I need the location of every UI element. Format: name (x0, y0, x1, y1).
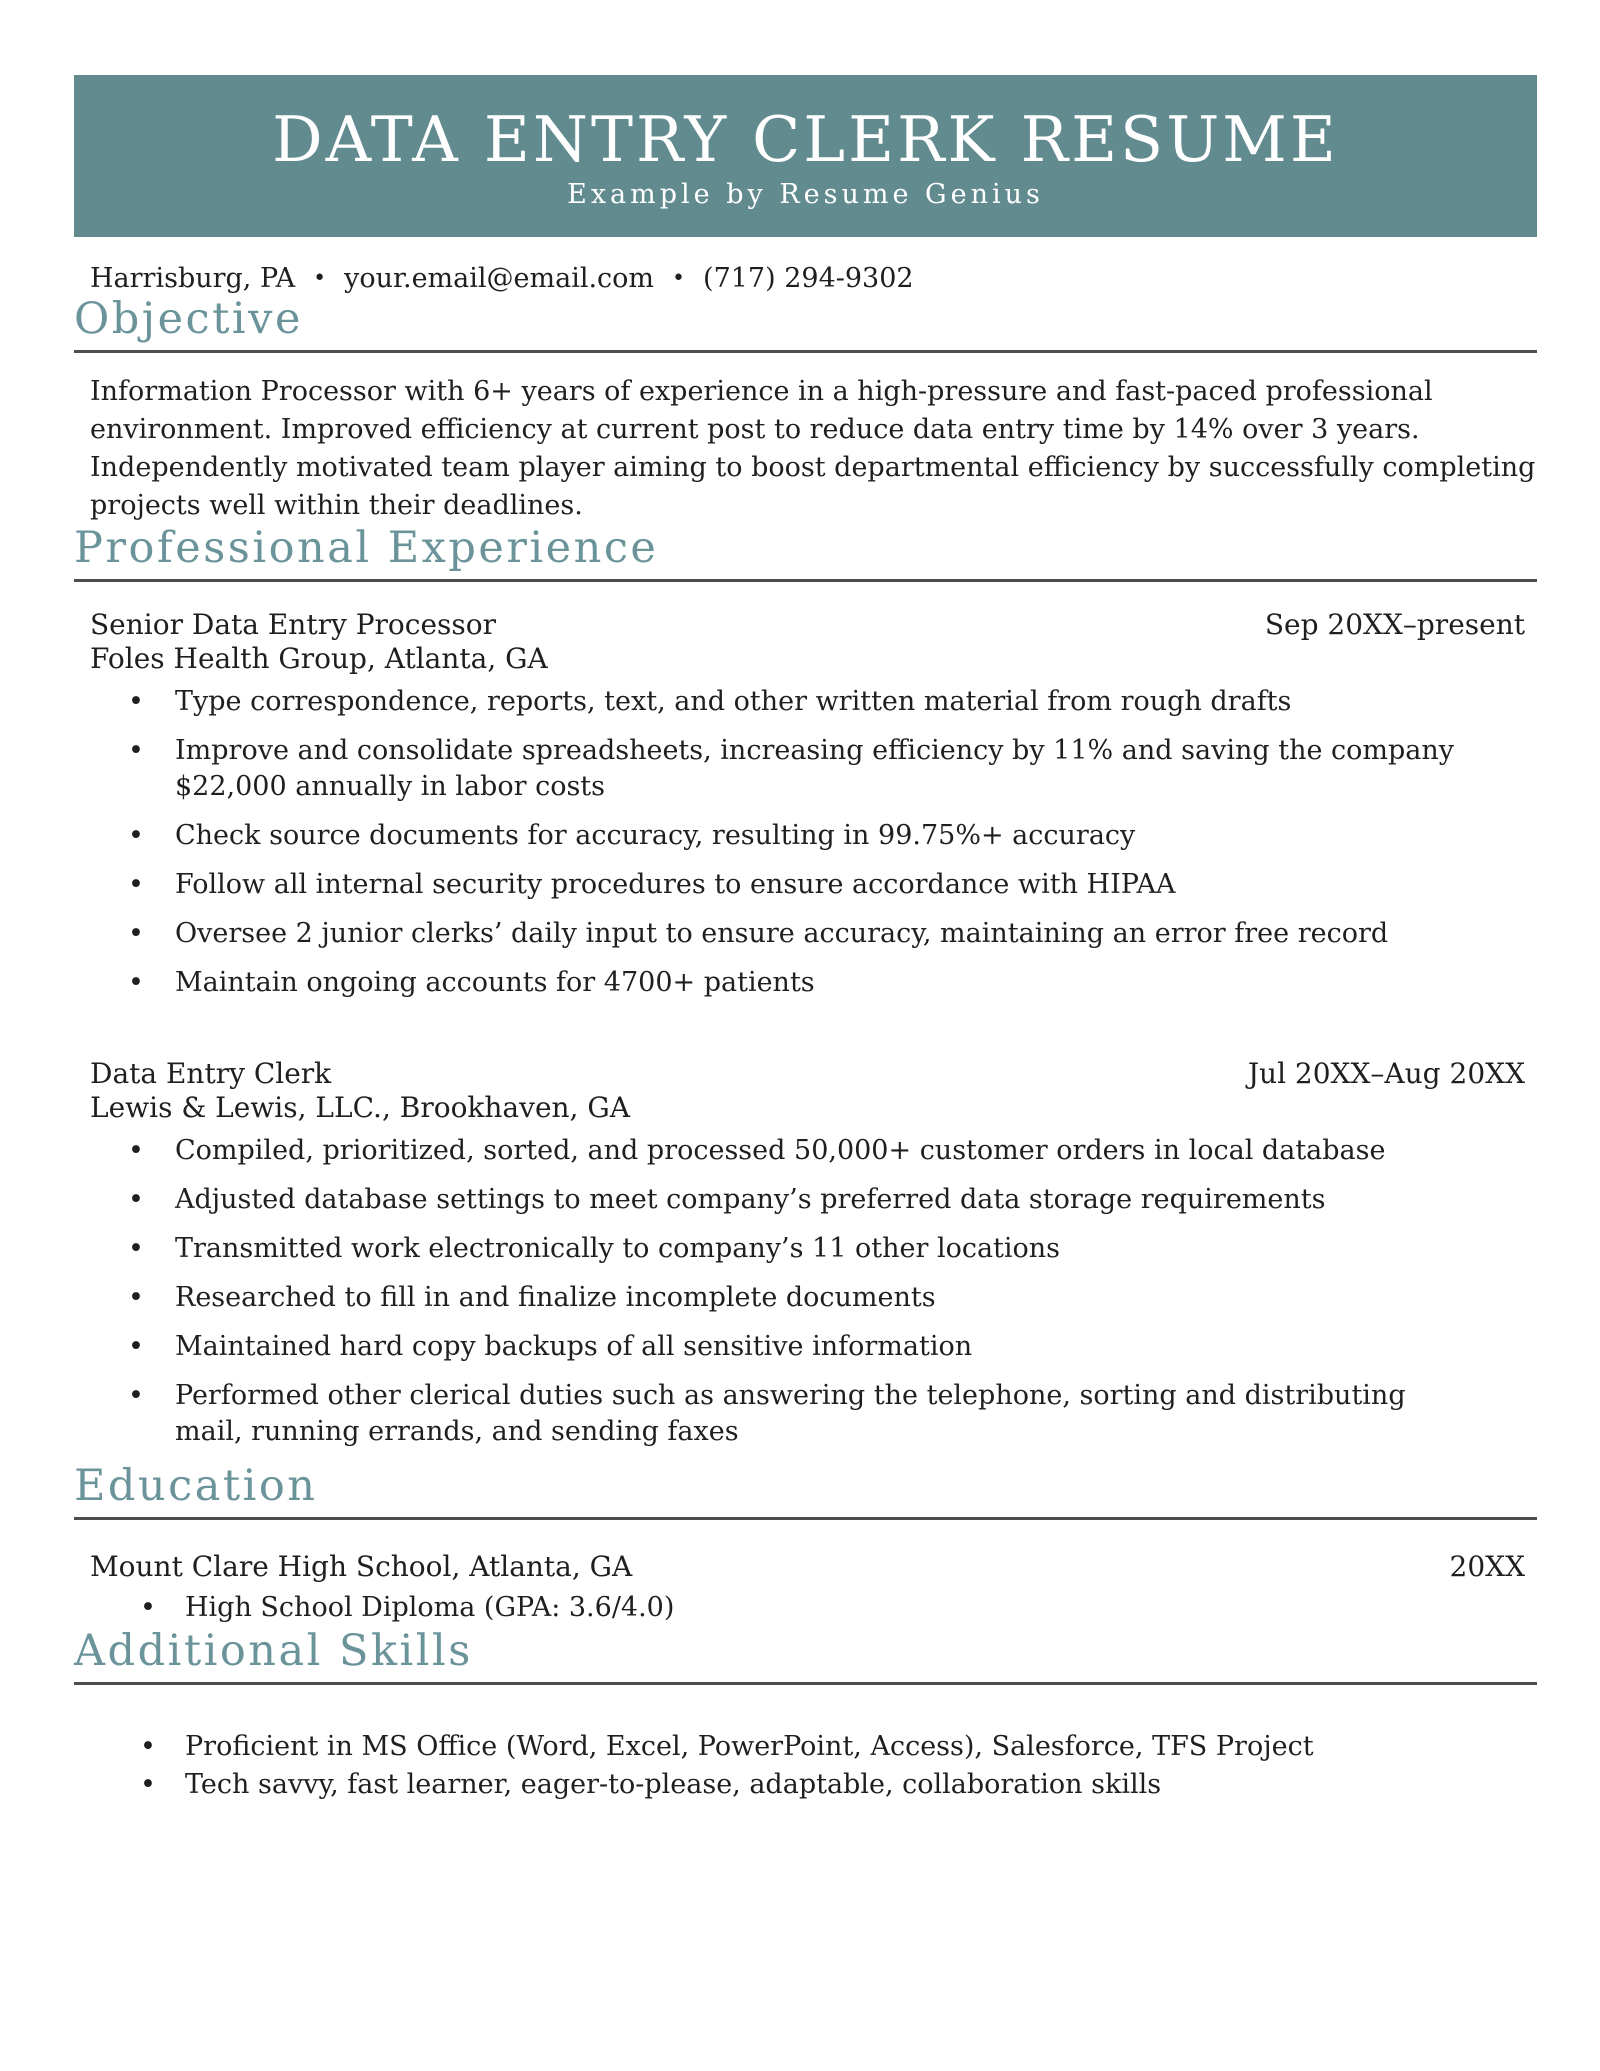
bullet-item: • Performed other clerical duties such as answering the telephone, sorting and distributing mail, running errands, and sending faxes (128, 1378, 1465, 1450)
section-education (74, 1463, 1537, 1626)
bullet-item: • Type correspondence, reports, text, and other written material from rough drafts (128, 684, 1465, 720)
bullet-item: • Maintained hard copy backups of all sensitive information (128, 1329, 1465, 1365)
section-skills (74, 1628, 1537, 1803)
job-2-header-row (90, 1057, 1537, 1091)
title-banner (74, 75, 1537, 237)
resume-subtitle: Example by Resume Genius (567, 179, 1044, 210)
bullet-item: • Proficient in MS Office (Word, Excel, PowerPoint, Access), Salesforce, TFS Project (140, 1729, 1475, 1765)
bullet-item: • Check source documents for accuracy, resulting in 99.75%+ accuracy (128, 818, 1465, 854)
bullet-item: • Adjusted database settings to meet company’s preferred data storage requirements (128, 1182, 1465, 1218)
skills-heading: Additional Skills (74, 1628, 1537, 1685)
education-heading: Education (74, 1463, 1537, 1520)
job-1-bullet-list (128, 684, 1537, 1001)
contact-phone: (717) 294-9302 (703, 263, 914, 294)
job-entry-1 (74, 608, 1537, 1001)
job-1-company: Foles Health Group, Atlanta, GA (90, 642, 548, 675)
job-2-title: Data Entry Clerk (90, 1057, 332, 1090)
education-bullet-list (140, 1590, 1537, 1626)
section-experience (74, 525, 1537, 1450)
bullet-item: • Transmitted work electronically to company’s 11 other locations (128, 1231, 1465, 1267)
objective-text: Information Processor with 6+ years of experience in a high-pressure and fast-paced professional environment. Improved efficiency at current post to reduce data entry time by 14% over 3 years. Independently motivated team player aiming to boost departmental efficiency by successfully completing projects well within their deadlines. (90, 376, 1536, 521)
job-entry-2 (74, 1057, 1537, 1450)
job-1-title: Senior Data Entry Processor (90, 608, 497, 641)
bullet-item: • Tech savvy, fast learner, eager-to-please, adaptable, collaboration skills (140, 1767, 1475, 1803)
job-2-company: Lewis & Lewis, LLC., Brookhaven, GA (90, 1091, 630, 1124)
experience-heading: Professional Experience (74, 525, 1537, 582)
education-school-row (90, 1550, 1537, 1584)
objective-heading: Objective (74, 296, 1537, 353)
job-1-header-row (90, 608, 1537, 642)
contact-separator: • (313, 266, 327, 291)
contact-separator: • (672, 266, 686, 291)
resume-title: DATA ENTRY CLERK RESUME (272, 103, 1339, 176)
bullet-item: • Maintain ongoing accounts for 4700+ patients (128, 965, 1465, 1001)
job-2-dates: Jul 20XX–Aug 20XX (1247, 1057, 1525, 1090)
bullet-item: • Improve and consolidate spreadsheets, increasing efficiency by 11% and saving the company $22,000 annually in labor costs (128, 733, 1465, 805)
job-2-bullet-list (128, 1133, 1537, 1450)
contact-email: your.email@email.com (344, 263, 655, 294)
contact-location: Harrisburg, PA (90, 263, 296, 294)
bullet-item: • Follow all internal security procedures to ensure accordance with HIPAA (128, 867, 1465, 903)
bullet-item: • High School Diploma (GPA: 3.6/4.0) (140, 1590, 1475, 1626)
job-1-dates: Sep 20XX–present (1264, 608, 1525, 641)
contact-line (90, 262, 1537, 296)
education-dates: 20XX (1449, 1550, 1525, 1583)
skills-bullet-list (140, 1729, 1537, 1803)
bullet-item: • Researched to fill in and finalize incomplete documents (128, 1280, 1465, 1316)
bullet-item: • Compiled, prioritized, sorted, and processed 50,000+ customer orders in local database (128, 1133, 1465, 1169)
section-objective (74, 296, 1537, 525)
bullet-item: • Oversee 2 junior clerks’ daily input to ensure accuracy, maintaining an error free record (128, 916, 1465, 952)
education-school: Mount Clare High School, Atlanta, GA (90, 1550, 633, 1583)
